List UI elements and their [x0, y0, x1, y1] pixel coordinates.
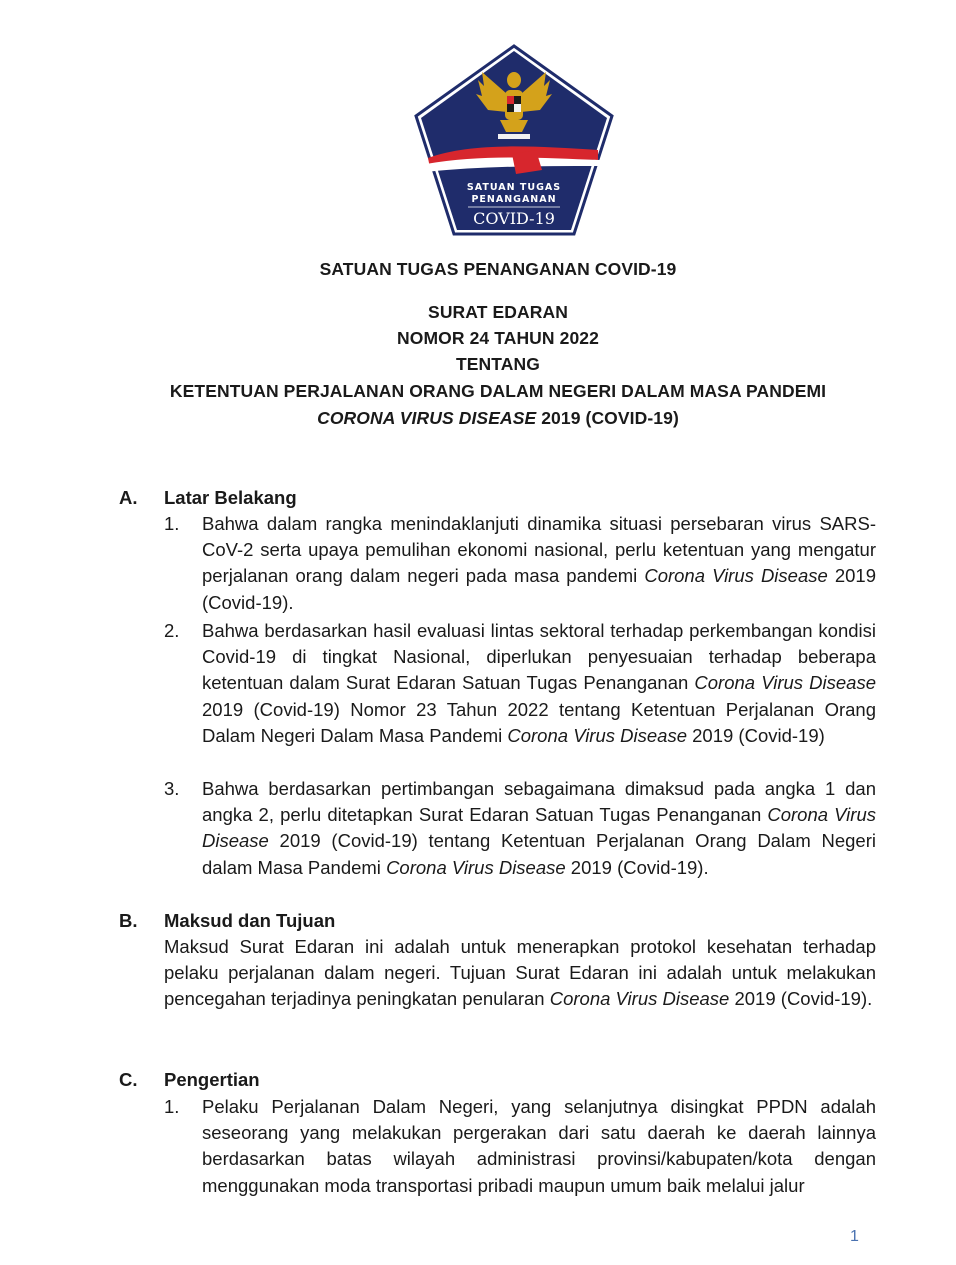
section-a-item-3-num: 3.	[164, 778, 180, 799]
subject-italic: CORONA VIRUS DISEASE	[317, 408, 537, 428]
subject-rest: 2019 (COVID-19)	[536, 408, 679, 428]
section-a-item-2-text: Bahwa berdasarkan hasil evaluasi lintas sektoral terhadap perkembangan kondisi Covid-19 di tingkat Nasional, diperlukan penyesuaian terhadap beberapa ketentuan dalam Surat Edaran Satuan Tugas Penanganan Corona Virus Disease 2019 (Covid-19) Nomor 23 Tahun 2022 tentang Ketentuan Perjalanan Orang Dalam Negeri Dalam Masa Pandemi Corona Virus Disease 2019 (Covid-19)	[202, 620, 876, 746]
satgas-covid19-logo	[412, 42, 616, 238]
doc-about: TENTANG	[456, 354, 540, 374]
section-c-item-1-text: Pelaku Perjalanan Dalam Negeri, yang selanjutnya disingkat PPDN adalah seseorang yang melakukan pergerakan dari satu daerah ke daerah lainnya berdasarkan batas wilayah administrasi provinsi/kabupaten/kota dengan menggunakan moda transportasi pribadi maupun umum baik melalui jalur	[202, 1096, 876, 1196]
section-c-letter: C.	[119, 1069, 138, 1090]
org-title: SATUAN TUGAS PENANGANAN COVID-19	[319, 259, 677, 279]
section-a-letter: A.	[119, 487, 138, 508]
section-a-item-2-num: 2.	[164, 620, 180, 641]
logo-line3: COVID-19	[473, 209, 555, 228]
section-c-item-1-num: 1.	[164, 1096, 180, 1117]
section-b-paragraph: Maksud Surat Edaran ini adalah untuk menerapkan protokol kesehatan terhadap pelaku perjalanan dalam negeri. Tujuan Surat Edaran ini adalah untuk melakukan pencegahan terjadinya peningkatan penularan Corona Virus Disease 2019 (Covid-19).	[164, 936, 876, 1010]
logo-line1: SATUAN TUGAS	[466, 182, 562, 193]
section-a-item-3-text: Bahwa berdasarkan pertimbangan sebagaimana dimaksud pada angka 1 dan angka 2, perlu ditetapkan Surat Edaran Satuan Tugas Penanganan Corona Virus Disease 2019 (Covid-19) tentang Ketentuan Perjalanan Orang Dalam Negeri dalam Masa Pandemi Corona Virus Disease 2019 (Covid-19).	[202, 778, 876, 878]
section-a-item-1-num: 1.	[164, 513, 180, 534]
section-a-title: Latar Belakang	[164, 487, 297, 508]
section-a-item-1-text: Bahwa dalam rangka menindaklanjuti dinamika situasi persebaran virus SARS-CoV-2 serta upaya pemulihan ekonomi nasional, perlu ketentuan yang mengatur perjalanan orang dalam negeri pada masa pandemi Corona Virus Disease 2019 (Covid-19).	[202, 513, 876, 613]
page-number: 1	[850, 1228, 859, 1245]
section-b-title: Maksud dan Tujuan	[164, 910, 336, 931]
logo-line2: PENANGANAN	[471, 194, 557, 205]
doc-subject-line1: KETENTUAN PERJALANAN ORANG DALAM NEGERI DALAM MASA PANDEMI	[169, 381, 827, 401]
section-c-title: Pengertian	[164, 1069, 260, 1090]
doc-number: NOMOR 24 TAHUN 2022	[397, 328, 599, 348]
doc-subject-line2	[0, 405, 956, 431]
section-b-letter: B.	[119, 910, 138, 931]
doc-type: SURAT EDARAN	[428, 302, 568, 322]
